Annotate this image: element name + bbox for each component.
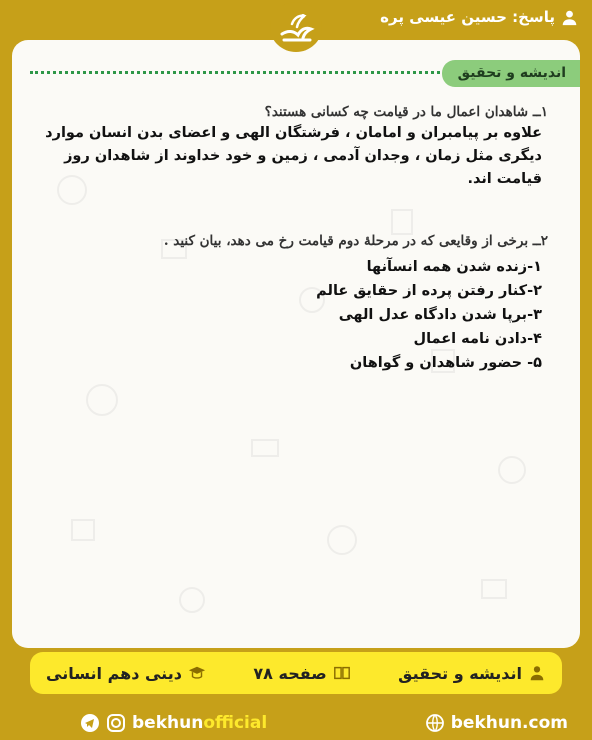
footer-lesson: اندیشه و تحقیق xyxy=(398,664,546,683)
section-tag: اندیشه و تحقیق xyxy=(442,60,580,87)
question-2: ۲ــ برخی از وقایعی که در مرحلهٔ دوم قیامت رخ می دهد، بیان کنید . xyxy=(163,233,548,249)
author-line xyxy=(380,8,578,26)
list-item: ۴-دادن نامه اعمال xyxy=(413,331,542,347)
question-1: ۱ــ شاهدان اعمال ما در قیامت چه کسانی هستند؟ xyxy=(264,104,548,120)
list-item: ۱-زنده شدن همه انسآنها xyxy=(366,259,542,275)
answer-1: علاوه بر پیامبران و امامان ، فرشتگان الهی و اعضای بدن انسان موارد دیگری مثل زمان ، وجدان آدمی ، زمین و خود خداوند از شاهدان روز قیامت اند. xyxy=(45,125,542,187)
bekhun-logo xyxy=(270,2,322,52)
social-handle[interactable] xyxy=(80,713,267,733)
instagram-icon xyxy=(106,713,126,733)
section-divider xyxy=(30,71,470,74)
content-card xyxy=(12,40,580,648)
book-open-icon xyxy=(333,664,351,682)
bottom-bar xyxy=(0,705,592,740)
footer-book: دینی دهم انسانی xyxy=(46,664,206,683)
handle-part1: bekhun xyxy=(132,712,204,733)
list-item: ۵- حضور شاهدان و گواهان xyxy=(349,355,542,371)
globe-icon xyxy=(425,713,445,733)
answer-2-list xyxy=(38,255,542,375)
handle-part2: official xyxy=(203,712,268,733)
answers-content xyxy=(38,104,548,375)
graduation-cap-icon xyxy=(188,664,206,682)
telegram-icon xyxy=(80,713,100,733)
list-item: ۲-کنار رفتن پرده از حقایق عالم xyxy=(316,283,542,299)
user-icon xyxy=(561,9,578,26)
author-text: پاسخ: حسین عیسی پره xyxy=(380,8,555,26)
list-item: ۳-برپا شدن دادگاه عدل الهی xyxy=(338,307,542,323)
footer-page: صفحه ۷۸ xyxy=(253,664,350,683)
teacher-icon xyxy=(528,664,546,682)
footer-bar xyxy=(30,652,562,694)
website-link[interactable]: bekhun.com xyxy=(425,713,568,733)
